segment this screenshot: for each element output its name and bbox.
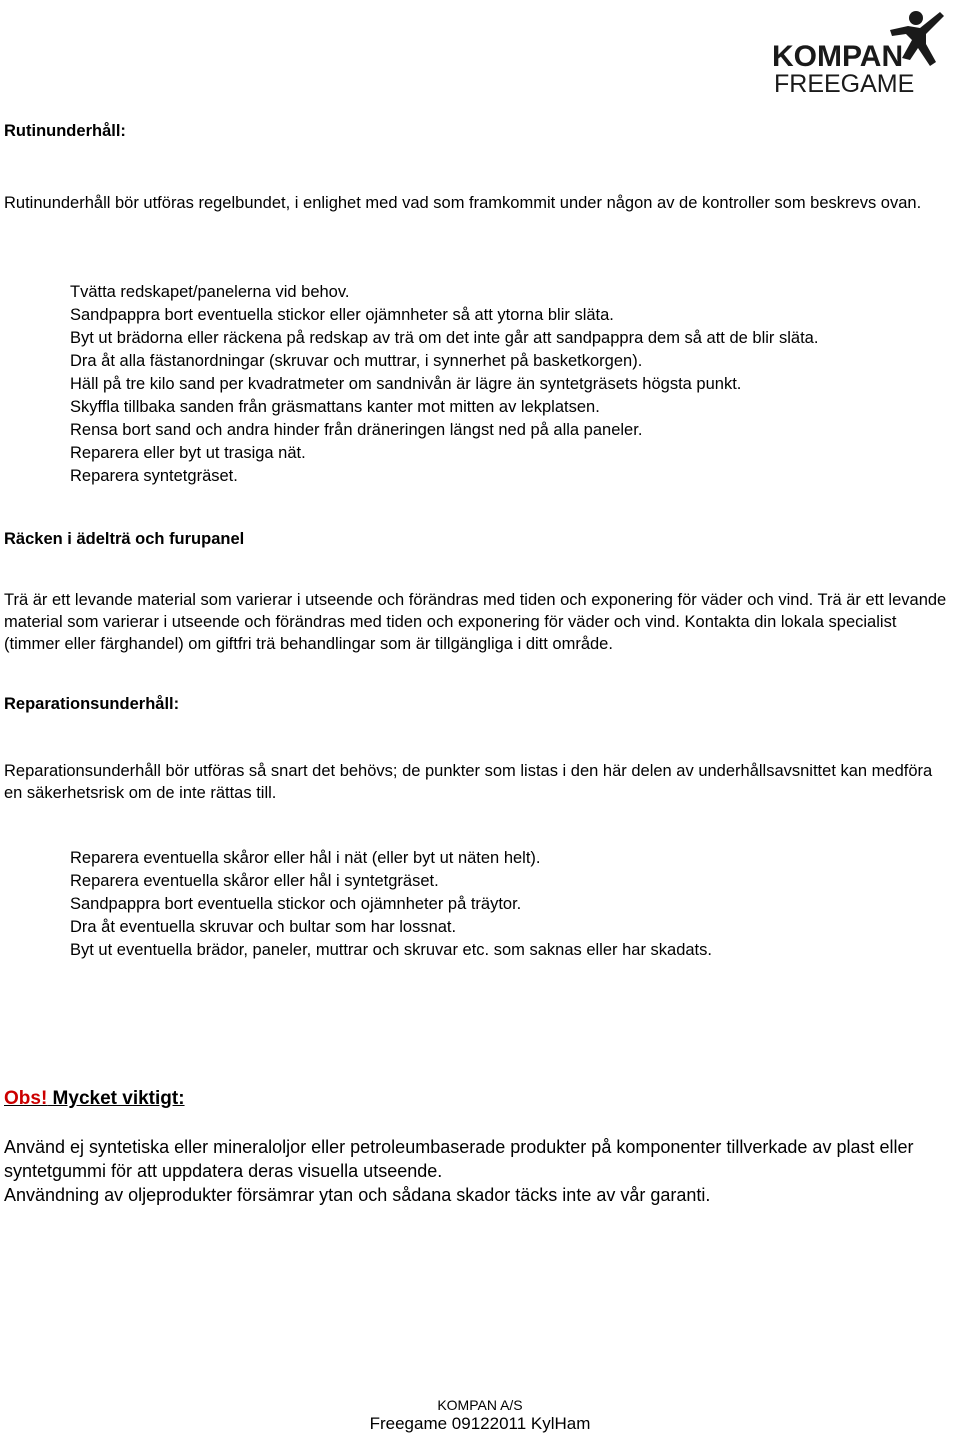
warning-line-2: Användning av oljeprodukter försämrar ytan och sådana skador täcks inte av vår garanti. [4,1185,711,1205]
warning-heading-text: Mycket viktigt: [47,1088,185,1109]
list-item: Sandpappra bort eventuella stickor och ojämnheter på träytor. [70,895,522,913]
list-item: Dra åt eventuella skruvar och bultar som har lossnat. [70,918,457,936]
wood-body: Trä är ett levande material som varierar i utseende och förändras med tiden och exponering för väder och vind. Trä är ett levande material som varierar i utseende och förändras med tiden och exponering för väder och vind. Kontakta din lokala specialist (timmer eller färghandel) om giftfri trä behandlingar som är tillgängliga i ditt område. [4,591,947,653]
list-item: Tvätta redskapet/panelerna vid behov. [70,283,350,301]
list-item: Byt ut brädorna eller räckena på redskap av trä om det inte går att sandpappra dem så att de blir släta. [70,329,819,347]
list-item: Reparera eventuella skåror eller hål i nät (eller byt ut näten helt). [70,849,541,867]
list-item: Sandpappra bort eventuella stickor eller ojämnheter så att ytorna blir släta. [70,306,614,324]
section-heading-wood: Räcken i ädelträ och furupanel [4,530,245,548]
list-item: Häll på tre kilo sand per kvadratmeter om sandnivån är lägre än syntetgräsets högsta punkt. [70,375,742,393]
logo-product-text: FREEGAME [774,70,915,98]
section-heading-routine: Rutinunderhåll: [4,122,126,140]
list-item: Rensa bort sand och andra hinder från dräneringen längst ned på alla paneler. [70,421,643,439]
list-item: Dra åt alla fästanordningar (skruvar och muttrar, i synnerhet på basketkorgen). [70,352,643,370]
footer-company: KOMPAN A/S [437,1397,523,1413]
list-item: Byt ut eventuella brädor, paneler, muttrar och skruvar etc. som saknas eller har skadats. [70,941,712,959]
obs-label: Obs! [4,1088,48,1109]
routine-intro: Rutinunderhåll bör utföras regelbundet, i enlighet med vad som framkommit under någon av de kontroller som beskrevs ovan. [4,194,922,212]
footer-doc-ref: Freegame 09122011 KylHam [369,1414,591,1433]
logo-brand-text: KOMPAN [772,40,904,73]
warning-line-1: Använd ej syntetiska eller mineraloljor eller petroleumbaserade produkter på komponenter tillverkade av plast eller syntetgummi för att uppdatera deras visuella utseende. [4,1137,914,1181]
warning-body [4,1135,952,1207]
repair-list [70,847,950,962]
repair-intro: Reparationsunderhåll bör utföras så snart det behövs; de punkter som listas i den här delen av underhållsavsnittet kan medföra en säkerhetsrisk om de inte rättas till. [4,762,933,802]
list-item: Skyffla tillbaka sanden från gräsmattans kanter mot mitten av lekplatsen. [70,398,600,416]
kompan-freegame-logo [770,4,946,100]
list-item: Reparera eventuella skåror eller hål i syntetgräset. [70,872,439,890]
list-item: Reparera eller byt ut trasiga nät. [70,444,306,462]
section-heading-repair: Reparationsunderhåll: [4,695,180,713]
list-item: Reparera syntetgräset. [70,467,238,485]
routine-list [70,281,950,488]
warning-heading [4,1088,185,1110]
